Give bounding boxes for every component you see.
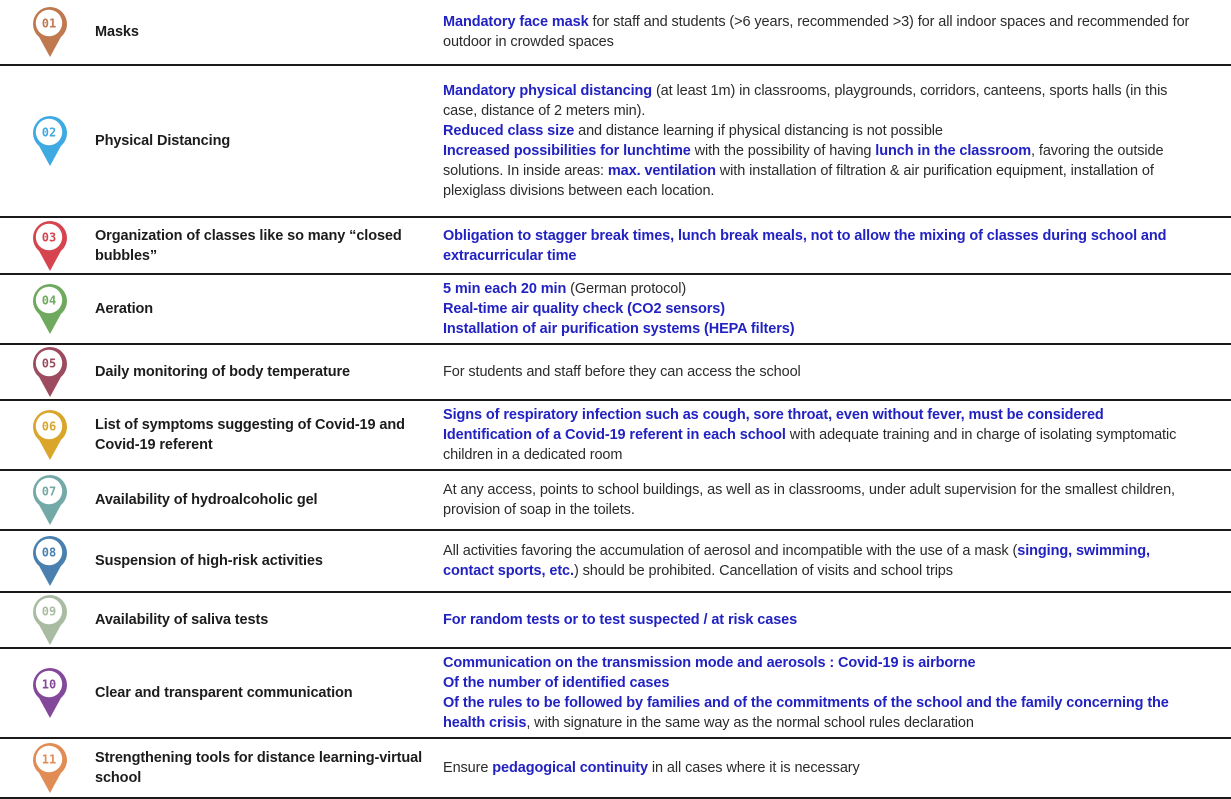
measure-row	[0, 593, 1231, 649]
description-paragraph	[443, 693, 1203, 733]
pin-cell	[0, 666, 95, 720]
row-title: List of symptoms suggesting of Covid-19 and Covid-19 referent	[95, 417, 405, 453]
measure-row	[0, 531, 1231, 593]
plain-text: with adequate training and in charge of isolating symptomatic children in a dedicated room	[443, 427, 1177, 463]
measure-row	[0, 345, 1231, 401]
plain-text: , with signature in the same way as the normal school rules declaration	[526, 715, 974, 731]
location-pin-icon	[27, 666, 73, 720]
plain-text: Ensure	[443, 760, 493, 776]
highlight-text: Mandatory physical distancing	[443, 83, 653, 99]
highlight-text: Installation of air purification systems (HEPA filters)	[443, 321, 795, 337]
description-paragraph	[443, 425, 1203, 465]
pin-cell	[0, 534, 95, 588]
plain-text: At any access, points to school buildings, as well as in classrooms, under adult supervision for the smallest children, provision of soap in the toilets.	[443, 482, 1175, 518]
plain-text: All activities favoring the accumulation of aerosol and incompatible with the use of a mask (	[443, 543, 1018, 559]
pin-number: 10	[41, 677, 57, 692]
row-title: Suspension of high-risk activities	[95, 553, 323, 569]
pin-number: 11	[41, 752, 57, 767]
description-paragraph	[443, 362, 1203, 382]
pin-cell	[0, 219, 95, 273]
plain-text: with the possibility of having	[690, 143, 876, 159]
row-description	[443, 77, 1231, 205]
description-paragraph	[443, 141, 1203, 201]
plain-text: for staff and students (>6 years, recommended >3) for all indoor spaces and recommended for outdoor in crowded spaces	[443, 14, 1190, 50]
measure-row	[0, 649, 1231, 739]
measure-row	[0, 0, 1231, 66]
highlight-text: lunch in the classroom	[875, 143, 1032, 159]
description-paragraph	[443, 121, 1203, 141]
description-paragraph	[443, 480, 1203, 520]
highlight-text: pedagogical continuity	[492, 760, 648, 776]
pin-number: 08	[41, 545, 57, 560]
pin-number: 06	[41, 419, 57, 434]
location-pin-icon	[27, 593, 73, 647]
row-description	[443, 8, 1231, 56]
highlight-text: Signs of respiratory infection such as cough, sore throat, even without fever, must be considered	[443, 407, 1104, 423]
row-description	[443, 754, 1231, 782]
row-description	[443, 222, 1231, 270]
description-paragraph	[443, 758, 1203, 778]
pin-number: 01	[41, 16, 57, 31]
plain-text: with installation of filtration & air purification equipment, installation of plexiglass divisions between each location.	[443, 163, 1154, 199]
location-pin-icon	[27, 473, 73, 527]
description-paragraph	[443, 653, 1203, 673]
row-title: Availability of hydroalcoholic gel	[95, 492, 318, 508]
pin-number: 07	[41, 484, 57, 499]
row-title: Physical Distancing	[95, 133, 231, 149]
highlight-text: Of the rules to be followed by families and of the commitments of the school and the family concerning the health crisis	[443, 695, 1169, 731]
description-paragraph	[443, 610, 1203, 630]
pin-cell	[0, 345, 95, 399]
row-title: Daily monitoring of body temperature	[95, 364, 351, 380]
location-pin-icon	[27, 408, 73, 462]
highlight-text: max. ventilation	[607, 163, 716, 179]
row-description	[443, 476, 1231, 524]
highlight-text: For random tests or to test suspected / at risk cases	[443, 612, 798, 628]
location-pin-icon	[27, 282, 73, 336]
description-paragraph	[443, 279, 1203, 299]
description-paragraph	[443, 541, 1203, 581]
highlight-text: 5 min each 20 min	[443, 281, 567, 297]
pin-cell	[0, 114, 95, 168]
highlight-text: Communication on the transmission mode and aerosols : Covid-19 is airborne	[443, 655, 976, 671]
measure-row	[0, 218, 1231, 275]
measure-row	[0, 471, 1231, 531]
description-paragraph	[443, 12, 1203, 52]
row-description	[443, 401, 1231, 469]
row-description	[443, 537, 1231, 585]
description-paragraph	[443, 81, 1203, 121]
highlight-text: Real-time air quality check (CO2 sensors)	[443, 301, 725, 317]
pin-cell	[0, 473, 95, 527]
pin-cell	[0, 282, 95, 336]
plain-text: and distance learning if physical distancing is not possible	[574, 123, 943, 139]
highlight-text: Increased possibilities for lunchtime	[443, 143, 691, 159]
pin-number: 04	[41, 293, 57, 308]
plain-text: (German protocol)	[566, 281, 687, 297]
location-pin-icon	[27, 219, 73, 273]
location-pin-icon	[27, 534, 73, 588]
highlight-text: Obligation to stagger break times, lunch break meals, not to allow the mixing of classes during school and extracurricular time	[443, 227, 1167, 264]
plain-text: , favoring the outside solutions. In inside areas:	[443, 143, 1164, 179]
plain-text: in all cases where it is necessary	[647, 760, 860, 776]
row-title: Clear and transparent communication	[95, 685, 353, 701]
highlight-text: singing, swimming, contact sports, etc.	[443, 543, 1150, 579]
row-title: Availability of saliva tests	[95, 612, 269, 628]
description-paragraph	[443, 673, 1203, 693]
plain-text: ) should be prohibited. Cancellation of visits and school trips	[573, 563, 953, 579]
measure-row	[0, 275, 1231, 345]
plain-text: (at least 1m) in classrooms, playgrounds, corridors, canteens, sports halls (in this case, distance of 2 meters min).	[443, 83, 1168, 119]
row-description	[443, 606, 1231, 634]
highlight-text: Reduced class size	[443, 123, 575, 139]
description-paragraph	[443, 405, 1203, 425]
row-title: Masks	[95, 24, 139, 40]
pin-number: 02	[41, 125, 57, 140]
location-pin-icon	[27, 345, 73, 399]
highlight-text: Mandatory face mask	[443, 14, 589, 30]
pin-number: 09	[41, 604, 57, 619]
row-description	[443, 649, 1231, 737]
highlight-text: Identification of a Covid-19 referent in each school	[443, 427, 786, 443]
pin-cell	[0, 741, 95, 795]
measure-row	[0, 401, 1231, 471]
description-paragraph	[443, 319, 1203, 339]
location-pin-icon	[27, 5, 73, 59]
measure-row	[0, 66, 1231, 218]
description-paragraph	[443, 299, 1203, 319]
pin-cell	[0, 5, 95, 59]
description-paragraph	[443, 226, 1203, 266]
plain-text: For students and staff before they can access the school	[443, 364, 801, 380]
location-pin-icon	[27, 741, 73, 795]
measure-row	[0, 739, 1231, 799]
pin-number: 05	[41, 356, 57, 371]
row-title: Strengthening tools for distance learning-virtual school	[95, 750, 423, 786]
row-title: Aeration	[95, 301, 154, 317]
row-description	[443, 275, 1231, 343]
row-title: Organization of classes like so many “closed bubbles”	[95, 227, 402, 264]
row-description	[443, 358, 1231, 386]
location-pin-icon	[27, 114, 73, 168]
pin-cell	[0, 593, 95, 647]
pin-cell	[0, 408, 95, 462]
highlight-text: Of the number of identified cases	[443, 675, 670, 691]
pin-number: 03	[41, 230, 57, 244]
